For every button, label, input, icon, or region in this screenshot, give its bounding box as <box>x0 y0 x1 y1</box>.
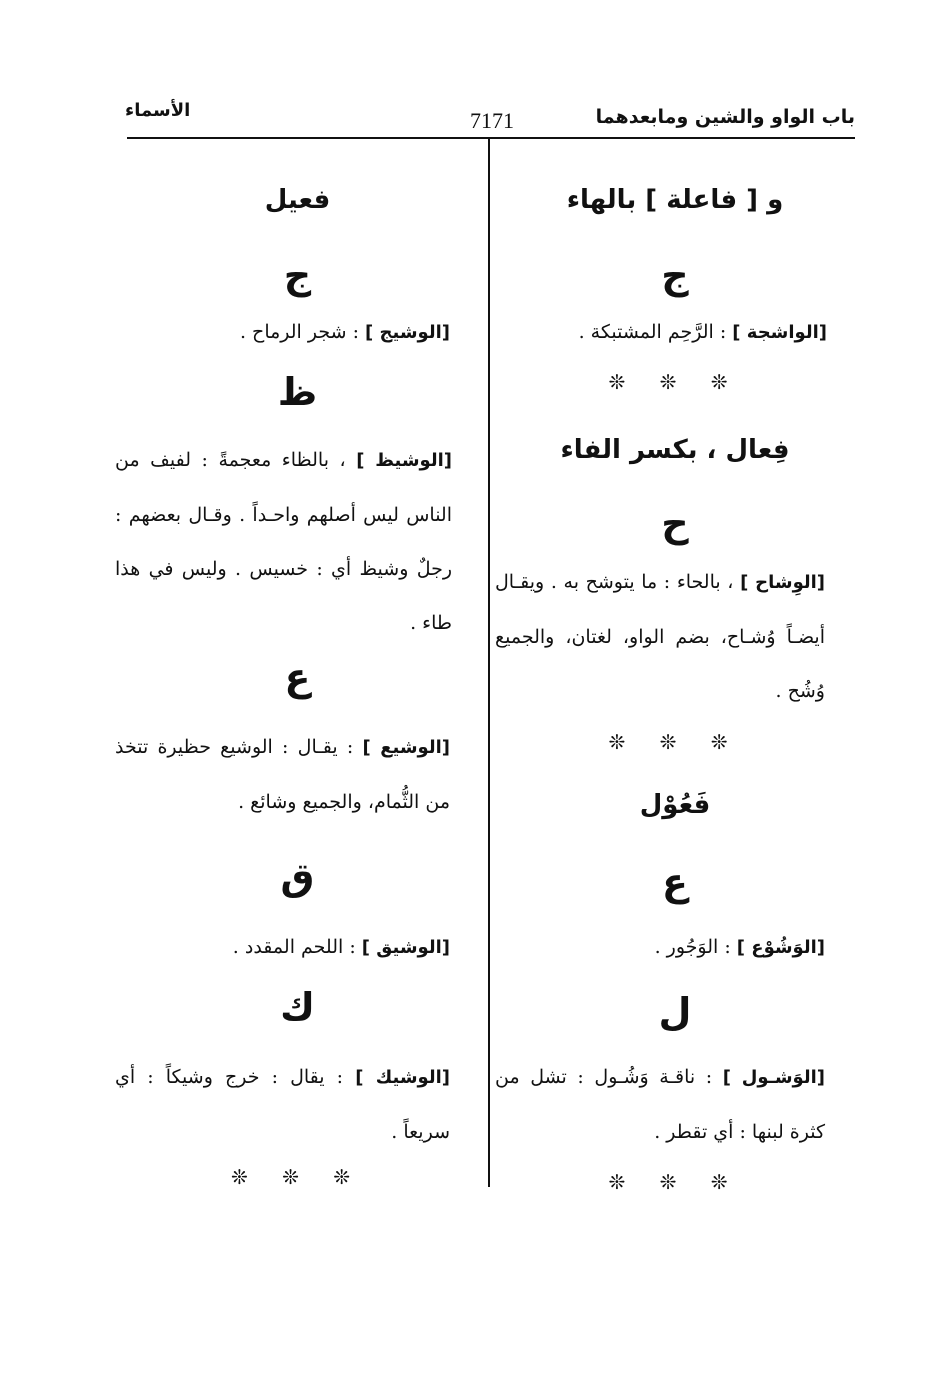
entry-definition: : شجر الرماح . <box>239 321 359 343</box>
entry-washija <box>495 305 855 360</box>
entry-headword: [الوَشـول ] <box>722 1067 825 1088</box>
letter-heading: ك <box>280 985 315 1029</box>
separator-stars: ❊ ❊ ❊ <box>608 730 742 754</box>
entry-washul <box>495 1050 855 1159</box>
separator-stars: ❊ ❊ ❊ <box>608 1170 742 1194</box>
entry-headword: [الوشيق ] <box>361 937 450 958</box>
section-heading: فَعُوْل <box>639 790 711 820</box>
entry-washia <box>115 720 480 829</box>
entry-headword: [الوشيج ] <box>365 322 450 343</box>
header-rule <box>127 137 855 139</box>
letter-heading: ج <box>283 253 312 297</box>
separator-stars: ❊ ❊ ❊ <box>608 370 742 394</box>
entry-definition: ، بالحاء : ما يتوشح به . ويقـال أيضـاً وُشـاح، بضم الواو، لغتان، والجميع وُشُح . <box>495 571 825 702</box>
entry-washu <box>495 920 855 975</box>
section-heading: و [ فاعلة ] بالهاء <box>566 185 784 215</box>
entry-definition: : ناقـة وَشُـول : تشل من كثرة لبنها : أي تقطر . <box>495 1066 825 1143</box>
separator-stars: ❊ ❊ ❊ <box>231 1165 364 1189</box>
entry-headword: [الوِشاح ] <box>740 572 826 593</box>
entry-headword: [الوشيع ] <box>362 737 450 758</box>
entry-headword: [الواشجة ] <box>732 322 827 343</box>
entry-washik <box>115 1050 480 1159</box>
entry-headword: [الوشيظ ] <box>356 450 452 471</box>
letter-heading: ظ <box>277 370 318 414</box>
entry-washiz <box>115 433 480 650</box>
section-heading: فعيل <box>264 185 331 215</box>
entry-washiq <box>115 920 480 975</box>
entry-definition: ، بالظاء معجمةً : لفيف من الناس ليس أصلهم واحـداً . وقـال بعضهم : رجلٌ وشيظ أي : خسيس . وليس في هذا طاء . <box>115 449 452 634</box>
entry-wishah <box>495 555 855 718</box>
letter-heading: ح <box>661 501 689 545</box>
section-heading: فِعال ، بكسر الفاء <box>560 435 790 465</box>
entry-headword: [الوشيك ] <box>355 1067 450 1088</box>
letter-heading: ق <box>280 855 315 899</box>
page-number: 7171 <box>470 108 514 133</box>
letter-heading: ع <box>662 860 688 904</box>
chapter-title: باب الواو والشين ومابعدهما <box>595 106 855 128</box>
entry-definition: : اللحم المقدد . <box>232 936 356 958</box>
letter-heading: ل <box>658 990 692 1034</box>
page-header <box>125 98 855 138</box>
letter-heading: ج <box>661 253 689 297</box>
entry-headword: [الوَشُوْع ] <box>736 937 825 958</box>
entry-definition: : يقال : خرج وشيكاً : أي سريعاً . <box>115 1066 450 1143</box>
entry-washij <box>115 305 480 360</box>
letter-heading: ع <box>284 655 311 699</box>
entry-definition: : الوَجُور . <box>654 936 731 958</box>
column-divider <box>488 139 490 1187</box>
entry-definition: : يقـال : الوشيع حظيرة تتخذ من الثُّمام، والجميع وشائع . <box>115 736 450 813</box>
entry-definition: : الرَّحِم المشتبكة . <box>578 321 727 343</box>
section-title: الأسماء <box>125 100 191 121</box>
